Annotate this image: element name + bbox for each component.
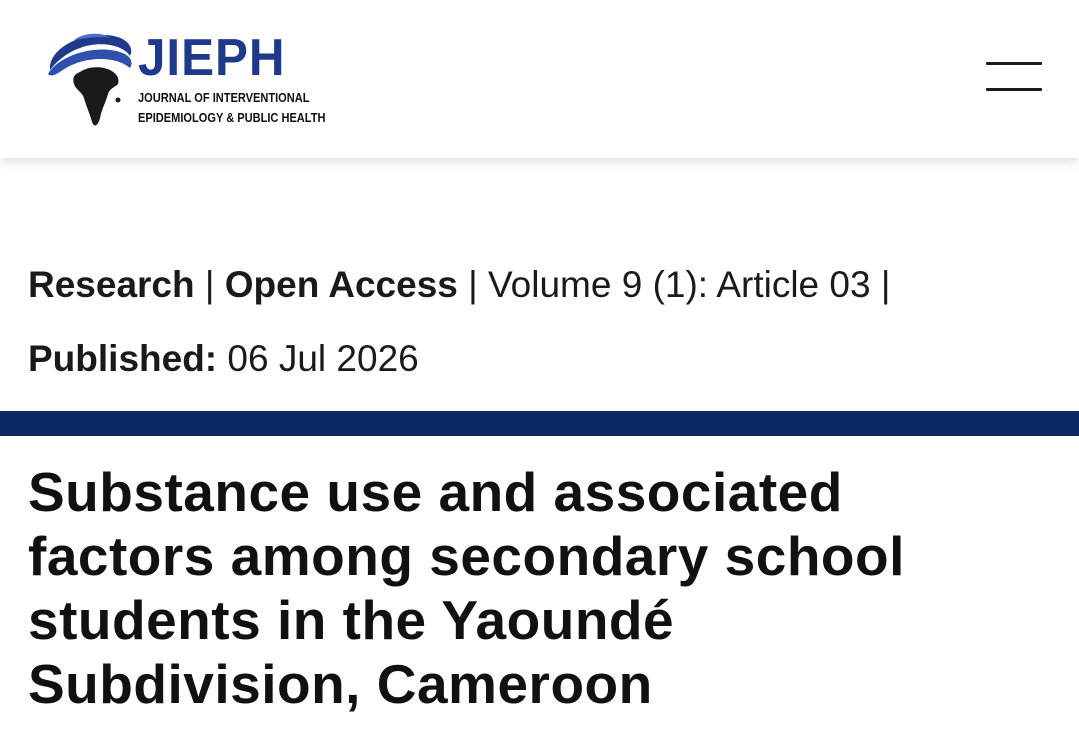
site-header [0,0,1079,158]
article-title [28,460,1058,716]
journal-logo-tagline-1: JOURNAL OF INTERVENTIONAL [138,90,310,105]
menu-bar-top [986,62,1042,65]
menu-bar-bottom [986,88,1042,91]
meta-separator: | [457,264,489,305]
meta-separator: | [194,264,225,305]
volume-info: Volume 9 (1): Article 03 | [488,264,891,305]
article-meta [28,248,1058,396]
article-title-line: students in the Yaoundé [28,589,675,651]
access-type: Open Access [224,264,458,305]
published-date: 06 Jul 2026 [217,338,419,379]
journal-logo-name: JIEPH [138,29,286,87]
journal-logo-tagline-2: EPIDEMIOLOGY & PUBLIC HEALTH [138,110,326,125]
section-divider [0,411,1079,436]
journal-logo[interactable] [44,26,344,136]
africa-globe-logo-icon [44,26,136,130]
article-meta-line-1 [28,248,1058,322]
article-type: Research [28,264,195,305]
article-title-line: Subdivision, Cameroon [28,653,653,715]
article-meta-line-2 [28,322,1058,396]
article-title-line: factors among secondary school [28,525,905,587]
hamburger-menu-icon[interactable] [980,56,1046,96]
article-title-line: Substance use and associated [28,461,843,523]
published-label: Published: [28,338,218,379]
